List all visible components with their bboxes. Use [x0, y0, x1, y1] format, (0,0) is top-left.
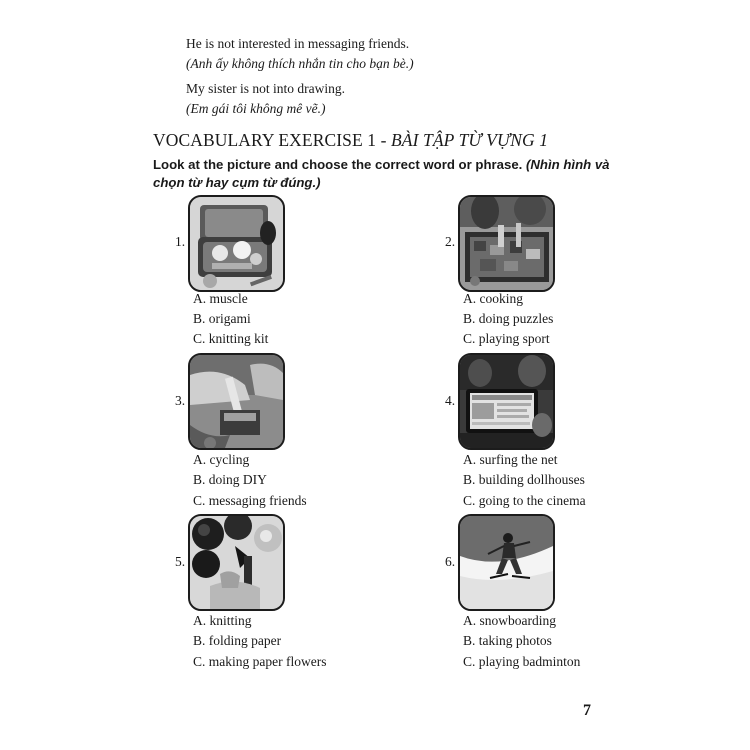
- knitting-kit-photo: [188, 195, 285, 292]
- option-b[interactable]: B. folding paper: [193, 633, 282, 648]
- question-number: 2.: [445, 234, 456, 249]
- option-c[interactable]: C. knitting kit: [193, 331, 269, 346]
- option-c[interactable]: C. playing badminton: [463, 654, 581, 669]
- option-a[interactable]: A. surfing the net: [463, 452, 558, 467]
- paper-flowers-photo: [188, 514, 285, 611]
- page-number: 7: [583, 702, 591, 719]
- option-b[interactable]: B. origami: [193, 311, 251, 326]
- question-number: 4.: [445, 393, 456, 408]
- instruction-english: Look at the picture and choose the correct word or phrase.: [153, 157, 526, 172]
- option-a[interactable]: A. cycling: [193, 452, 250, 467]
- example-1-english: He is not interested in messaging friends.: [186, 36, 410, 51]
- option-a[interactable]: A. snowboarding: [463, 613, 556, 628]
- option-c[interactable]: C. messaging friends: [193, 493, 307, 508]
- laptop-browsing-photo: [458, 353, 555, 450]
- question-3: [175, 353, 425, 513]
- question-number: 5.: [175, 554, 186, 569]
- doing-diy-photo: [188, 353, 285, 450]
- option-c[interactable]: C. going to the cinema: [463, 493, 586, 508]
- question-number: 6.: [445, 554, 456, 569]
- option-c[interactable]: C. playing sport: [463, 331, 550, 346]
- option-b[interactable]: B. doing DIY: [193, 472, 267, 487]
- question-number: 3.: [175, 393, 186, 408]
- option-a[interactable]: A. muscle: [193, 291, 248, 306]
- exercise-instruction: [153, 156, 623, 192]
- option-a[interactable]: A. knitting: [193, 613, 252, 628]
- exercise-title-english: VOCABULARY EXERCISE 1 -: [153, 130, 392, 150]
- question-5: [175, 514, 425, 674]
- option-b[interactable]: B. building dollhouses: [463, 472, 585, 487]
- exercise-title-vietnamese: BÀI TẬP TỪ VỰNG 1: [391, 130, 549, 150]
- exercise-title: [153, 130, 548, 151]
- question-number: 1.: [175, 234, 186, 249]
- doing-puzzles-photo: [458, 195, 555, 292]
- option-a[interactable]: A. cooking: [463, 291, 523, 306]
- example-2-english: My sister is not into drawing.: [186, 81, 345, 96]
- question-1: [175, 195, 425, 355]
- option-b[interactable]: B. doing puzzles: [463, 311, 554, 326]
- question-6: [445, 514, 695, 674]
- option-b[interactable]: B. taking photos: [463, 633, 552, 648]
- option-c[interactable]: C. making paper flowers: [193, 654, 327, 669]
- question-2: [445, 195, 695, 355]
- instruction-vietnamese: (Nhìn hình và chọn từ hay cụm từ đúng.): [153, 157, 610, 190]
- question-4: [445, 353, 695, 513]
- skiing-photo: [458, 514, 555, 611]
- example-2-vietnamese: (Em gái tôi không mê vẽ.): [186, 101, 326, 116]
- example-1-vietnamese: (Anh ấy không thích nhắn tin cho bạn bè.): [186, 56, 414, 71]
